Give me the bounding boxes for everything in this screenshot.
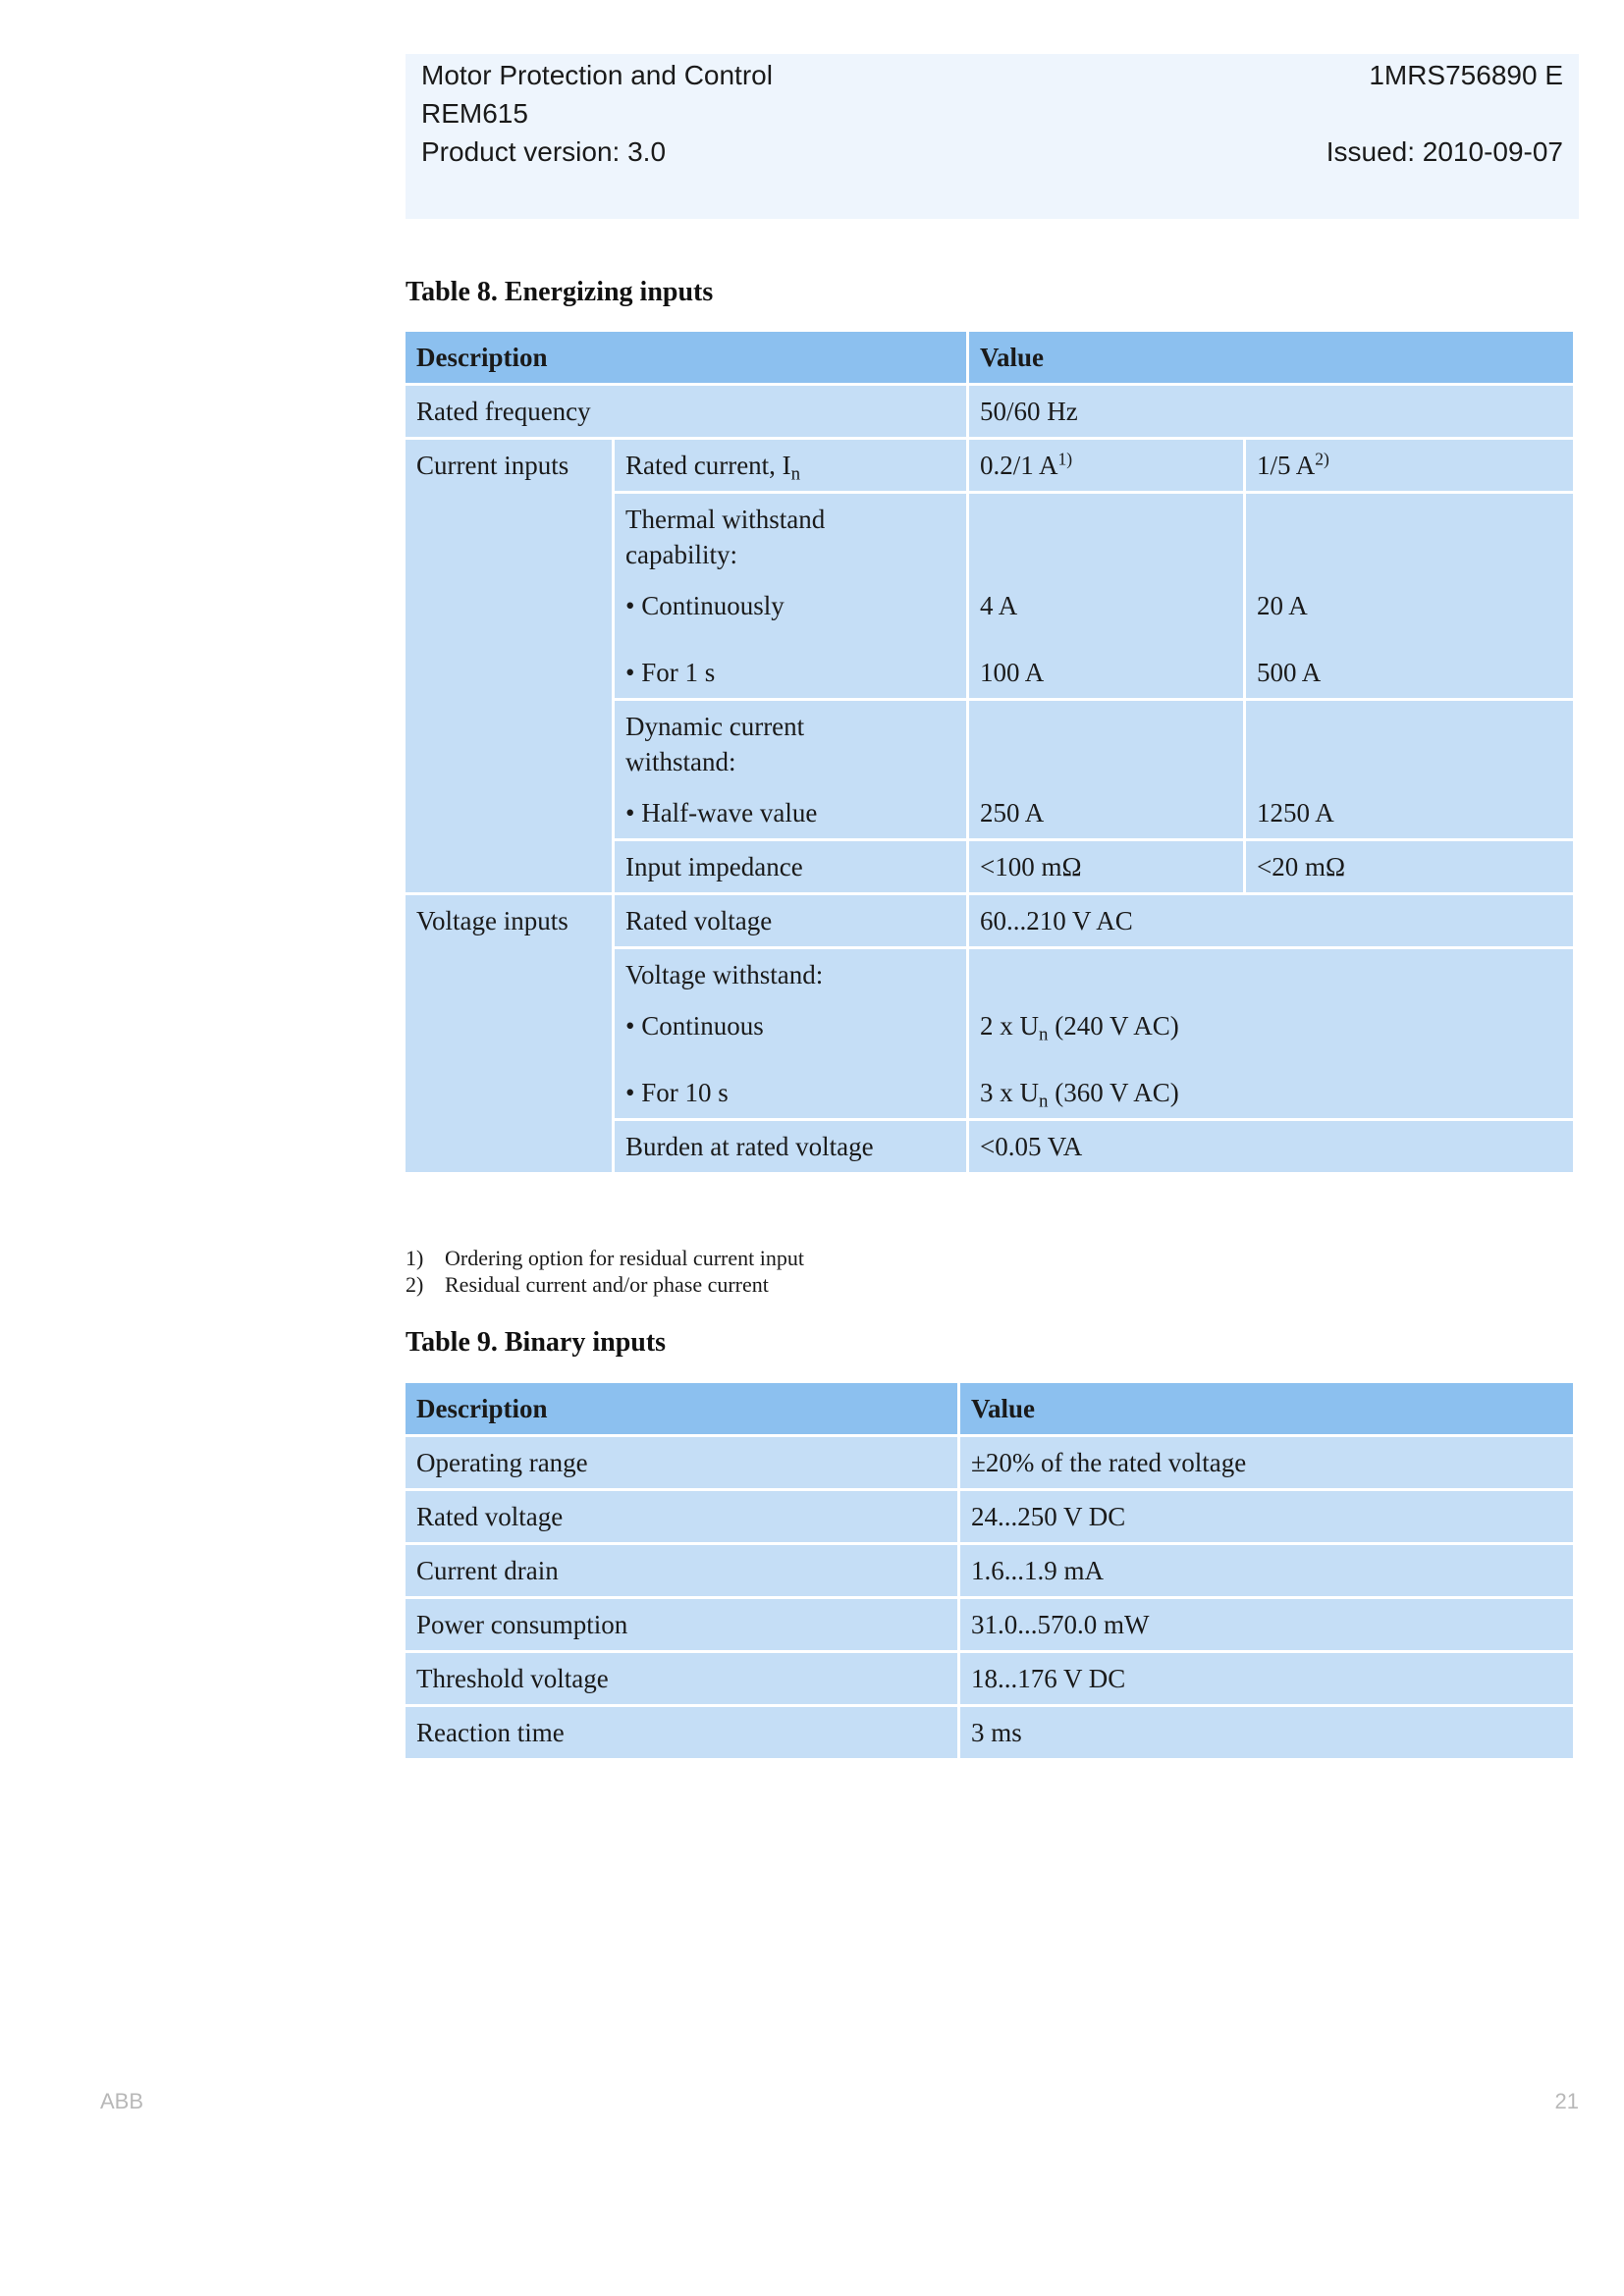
voltage-withstand-label [615,949,966,1118]
table-row [406,1653,1573,1704]
voltage-withstand-value [969,949,1573,1118]
threshold-voltage-value: 18...176 V DC [960,1653,1573,1704]
footnote-2-text: Residual current and/or phase current [445,1272,769,1297]
table-row [406,1491,1573,1542]
for-10s-sub: n [1039,1091,1049,1112]
reaction-time-label: Reaction time [406,1707,957,1758]
current-inputs-group: Current inputs [406,440,612,892]
footnote-ref-1: 1) [1057,449,1073,469]
table-row [406,440,1573,491]
footnote-1-text: Ordering option for residual current input [445,1246,804,1270]
reaction-time-value: 3 ms [960,1707,1573,1758]
continuously-v1: 4 A [980,591,1018,620]
table-row [406,1437,1573,1488]
rated-current-v2-text: 1/5 A [1257,451,1316,480]
header-doc-id: 1MRS756890 E [1369,60,1563,90]
operating-range-label: Operating range [406,1437,957,1488]
table-row [406,1599,1573,1650]
table-row [406,895,1573,946]
rated-current-value-1 [969,440,1243,491]
footnote-2-num: 2) [406,1272,424,1297]
power-consumption-label: Power consumption [406,1599,957,1650]
dynamic-withstand-value-2 [1246,701,1573,838]
dynamic-label-line-2: withstand: [625,747,736,776]
operating-range-value: ±20% of the rated voltage [960,1437,1573,1488]
for-1s-v1: 100 A [980,658,1045,687]
footnote-1 [406,1245,804,1271]
thermal-withstand-value-2 [1246,494,1573,698]
rated-frequency-label: Rated frequency [406,386,966,437]
header-version: Product version: 3.0 [421,136,667,167]
table8-head-description: Description [406,332,966,383]
continuous-post: (240 V AC) [1048,1011,1179,1041]
table-row [406,386,1573,437]
continuous-sub: n [1039,1024,1049,1045]
thermal-withstand-label [615,494,966,698]
thermal-label-line-2: capability: [625,540,737,569]
input-impedance-v1: <100 mΩ [969,841,1243,892]
table8-footnotes [406,1245,804,1298]
rated-voltage-label: Rated voltage [615,895,966,946]
half-wave-v2: 1250 A [1257,798,1334,828]
header-product: REM615 [421,98,528,129]
footer-brand: ABB [100,2089,144,2113]
current-drain-value: 1.6...1.9 mA [960,1545,1573,1596]
dynamic-withstand-label [615,701,966,838]
rated-voltage-value: 60...210 V AC [969,895,1573,946]
table-row [406,1707,1573,1758]
footnote-ref-2: 2) [1315,449,1329,469]
continuous-value [980,1008,1573,1043]
table8-header-row [406,332,1573,383]
table9-header-row [406,1383,1573,1434]
table8-caption: Table 8. Energizing inputs [406,277,714,307]
for-1s-label: • For 1 s [625,658,716,687]
burden-value: <0.05 VA [969,1121,1573,1172]
header-issued: Issued: 2010-09-07 [1326,136,1563,167]
input-impedance-v2: <20 mΩ [1246,841,1573,892]
table9-binary-inputs [403,1380,1576,1761]
footnote-1-num: 1) [406,1246,424,1270]
for-10s-post: (360 V AC) [1048,1078,1179,1107]
rated-current-label [615,440,966,491]
table9-head-description: Description [406,1383,957,1434]
continuously-label: • Continuously [625,591,785,620]
continuous-pre: 2 x U [980,1011,1039,1041]
dynamic-withstand-value-1 [969,701,1243,838]
rated-voltage-label: Rated voltage [406,1491,957,1542]
input-impedance-label: Input impedance [615,841,966,892]
for-10s-value [980,1075,1573,1110]
threshold-voltage-label: Threshold voltage [406,1653,957,1704]
for-1s-v2: 500 A [1257,658,1322,687]
continuously-v2: 20 A [1257,591,1308,620]
voltage-inputs-group: Voltage inputs [406,895,612,1172]
rated-frequency-value: 50/60 Hz [969,386,1573,437]
table8-energizing-inputs [403,329,1576,1175]
for-10s-label: • For 10 s [625,1078,729,1107]
rated-current-value-2 [1246,440,1573,491]
thermal-withstand-value-1 [969,494,1243,698]
power-consumption-value: 31.0...570.0 mW [960,1599,1573,1650]
for-10s-pre: 3 x U [980,1078,1039,1107]
table9-head-value: Value [960,1383,1573,1434]
burden-label: Burden at rated voltage [615,1121,966,1172]
footnote-2 [406,1271,804,1298]
rated-current-v1-text: 0.2/1 A [980,451,1058,480]
table8-head-value: Value [969,332,1573,383]
half-wave-v1: 250 A [980,798,1045,828]
dynamic-label-line-1: Dynamic current [625,712,805,741]
rated-current-label-text: Rated current, I [625,451,791,480]
half-wave-label: • Half-wave value [625,798,818,828]
continuous-label: • Continuous [625,1011,764,1041]
header-title: Motor Protection and Control [421,60,773,90]
voltage-withstand-heading: Voltage withstand: [625,960,824,989]
table9-caption: Table 9. Binary inputs [406,1327,667,1358]
page-header [406,54,1579,219]
current-drain-label: Current drain [406,1545,957,1596]
table-row [406,1545,1573,1596]
thermal-label-line-1: Thermal withstand [625,505,826,534]
rated-voltage-value: 24...250 V DC [960,1491,1573,1542]
footer-page-number: 21 [1554,2089,1579,2113]
rated-current-sub: n [790,463,801,485]
